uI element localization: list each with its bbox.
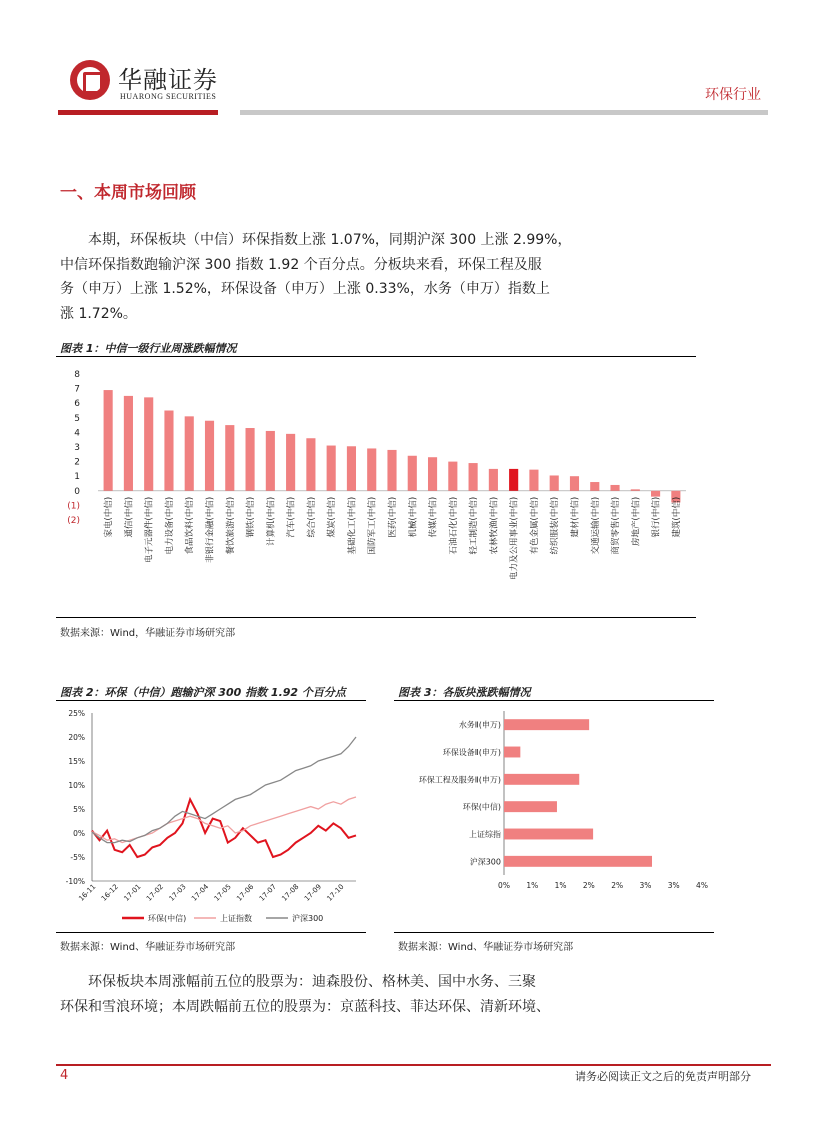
para-line: 涨 1.72%。 [60, 305, 137, 322]
figure2-top-rule [56, 700, 366, 701]
stocks-paragraph [60, 970, 580, 1019]
x-tick-label: 农林牧渔(中信) [489, 496, 500, 555]
x-tick-label: 医药(中信) [388, 496, 398, 538]
x-tick-label: 17-09 [302, 882, 324, 903]
y-tick-label: 1 [74, 472, 80, 483]
bar [246, 428, 255, 491]
bar [408, 456, 417, 491]
y-tick-label: 15% [68, 757, 85, 766]
bar [610, 485, 619, 491]
x-tick-label: 17-10 [325, 882, 346, 903]
intro-paragraph [60, 228, 580, 326]
page-number: 4 [60, 1068, 69, 1083]
brand-name-cn: 华融证券 [118, 66, 218, 94]
x-tick-label: 纺织服装(中信) [550, 496, 561, 555]
para-line: 中信环保指数跑输沪深 300 指数 1.92 个百分点。分板块来看，环保工程及服 [60, 256, 542, 273]
x-tick-label: 电子元器件(中信) [144, 496, 155, 563]
bar [387, 450, 396, 491]
bar [509, 469, 518, 491]
x-tick-label: 商贸零售(中信) [611, 496, 622, 555]
figure2-line-chart [56, 703, 366, 931]
x-tick-label: 17-03 [167, 882, 188, 903]
bar [428, 457, 437, 491]
bar [529, 470, 538, 491]
bar [550, 475, 559, 490]
bar [504, 829, 593, 840]
figure2-bottom-rule [56, 932, 366, 933]
x-tick-label: 1% [554, 881, 567, 890]
x-tick-label: 17-02 [145, 882, 166, 903]
y-tick-label: (2) [67, 516, 80, 526]
y-tick-label: 0% [73, 829, 85, 838]
x-tick-label: 传媒(中信) [428, 496, 439, 538]
x-tick-label: 通信(中信) [124, 496, 135, 538]
y-tick-label: 5 [74, 413, 80, 424]
bar [570, 476, 579, 491]
x-tick-label: 3% [639, 881, 652, 890]
bar [504, 747, 520, 758]
y-tick-label: 8 [74, 370, 80, 380]
huarong-logo-icon [70, 60, 110, 100]
x-tick-label: 食品饮料(中信) [185, 496, 196, 555]
figure1-top-rule [56, 356, 696, 357]
bar [185, 416, 194, 490]
y-tick-label: 0 [74, 486, 80, 497]
figure2-source: 数据来源：Wind、华融证券市场研究部 [60, 942, 236, 953]
brand-name-en: HUARONG SECURITIES [120, 92, 217, 101]
x-tick-label: 2% [582, 881, 595, 890]
x-tick-label: 国防军工(中信) [367, 496, 378, 555]
figure3-title: 图表 3：各版块涨跌幅情况 [398, 686, 531, 699]
x-tick-label: 17-06 [235, 882, 256, 903]
bar [367, 448, 376, 490]
x-tick-label: 16-12 [99, 882, 120, 903]
category-label: 环保设备Ⅱ(申万) [442, 748, 501, 757]
bar [327, 446, 336, 491]
x-tick-label: 非银行金融(中信) [205, 496, 216, 563]
x-tick-label: 银行(中信) [651, 496, 662, 538]
y-tick-label: -10% [65, 877, 85, 886]
figure3-bottom-rule [394, 932, 714, 933]
figure1-source: 数据来源：Wind，华融证券市场研究部 [60, 628, 236, 639]
bar [205, 421, 214, 491]
x-tick-label: 4% [696, 881, 708, 890]
category-label: 沪深300 [469, 857, 501, 867]
x-tick-label: 餐饮旅游(中信) [225, 496, 236, 555]
y-tick-label: 7 [74, 384, 80, 395]
x-tick-label: 轻工制造(中信) [469, 496, 480, 555]
x-tick-label: 17-01 [122, 882, 143, 903]
x-tick-label: 有色金属(中信) [529, 496, 540, 555]
x-tick-label: 钢铁(中信) [246, 496, 257, 538]
figure3-source: 数据来源：Wind、华融证券市场研究部 [398, 942, 574, 953]
bar [347, 446, 356, 491]
x-tick-label: 机械(中信) [408, 496, 419, 538]
bar [504, 801, 557, 812]
legend-label: 沪深300 [292, 914, 324, 923]
x-tick-label: 交通运输(中信) [590, 496, 601, 555]
bar [164, 411, 173, 491]
bar [225, 425, 234, 491]
bar [266, 431, 275, 491]
bar [448, 462, 457, 491]
y-tick-label: (1) [67, 501, 80, 512]
figure3-top-rule [394, 700, 714, 701]
x-tick-label: 17-08 [280, 882, 301, 903]
bar [286, 434, 295, 491]
x-tick-label: 16-11 [77, 882, 98, 903]
bar [104, 390, 113, 491]
para-line: 环保和雪浪环境；本周跌幅前五位的股票为：京蓝科技、菲达环保、清新环境、 [60, 998, 550, 1015]
footer-rule [56, 1064, 771, 1066]
category-label: 环保工程及服务Ⅱ(申万) [418, 775, 501, 785]
legend-label: 上证指数 [220, 914, 252, 923]
y-tick-label: 20% [68, 733, 85, 742]
category-label: 水务Ⅱ(申万) [458, 720, 501, 730]
header-bar-red [58, 110, 218, 115]
y-tick-label: 3 [74, 443, 80, 453]
x-tick-label: 1% [526, 881, 539, 890]
x-tick-label: 2% [611, 881, 624, 890]
figure1-title: 图表 1：中信一级行业周涨跌幅情况 [60, 342, 237, 355]
section-title: 一、本周市场回顾 [60, 183, 196, 203]
figure2-title: 图表 2：环保（中信）跑输沪深 300 指数 1.92 个百分点 [60, 686, 346, 699]
x-tick-label: 煤炭(中信) [327, 496, 338, 538]
x-tick-label: 基础化工(中信) [347, 496, 358, 555]
y-tick-label: 25% [68, 709, 85, 718]
x-tick-label: 综合(中信) [306, 496, 317, 538]
y-tick-label: 4 [74, 428, 80, 439]
y-tick-label: 6 [74, 399, 80, 410]
y-tick-label: -5% [70, 853, 85, 862]
footer-disclaimer: 请务必阅读正文之后的免责声明部分 [575, 1070, 751, 1083]
x-tick-label: 汽车(中信) [286, 496, 297, 538]
figure3-hbar-chart [394, 703, 714, 931]
bar [469, 463, 478, 491]
x-tick-label: 电力设备(中信) [164, 496, 175, 555]
para-line: 本期，环保板块（中信）环保指数上涨 1.07%，同期沪深 300 上涨 2.99%， [88, 232, 572, 248]
header-bar-grey [240, 110, 768, 115]
category-label: 上证综指 [469, 830, 501, 839]
y-tick-label: 10% [68, 781, 85, 790]
bar [504, 856, 652, 867]
bar [631, 489, 640, 490]
bar [306, 438, 315, 491]
para-line: 务（申万）上涨 1.52%，环保设备（申万）上涨 0.33%，水务（申万）指数上 [60, 281, 550, 297]
figure1-bottom-rule [56, 617, 696, 618]
bar [124, 396, 133, 491]
category-label: 环保(中信) [462, 802, 501, 812]
x-tick-label: 电力及公用事业(中信) [509, 496, 520, 580]
bar [144, 397, 153, 490]
x-tick-label: 17-07 [257, 882, 278, 903]
bar [504, 719, 589, 730]
bar [504, 774, 579, 785]
legend-label: 环保(中信) [148, 914, 187, 923]
y-tick-label: 2 [74, 457, 80, 468]
bar [590, 482, 599, 491]
x-tick-label: 17-04 [190, 882, 211, 903]
x-tick-label: 计算机(中信) [266, 496, 277, 546]
figure1-bar-chart [56, 360, 696, 618]
bar [489, 469, 498, 491]
x-tick-label: 建材(中信) [570, 496, 581, 538]
x-tick-label: 17-05 [212, 882, 233, 903]
x-tick-label: 建筑(中信) [671, 496, 682, 538]
x-tick-label: 房地产(中信) [631, 496, 642, 546]
series-line [92, 797, 356, 843]
x-tick-label: 0% [498, 881, 510, 890]
industry-label: 环保行业 [705, 87, 761, 103]
x-tick-label: 石油石化(中信) [448, 496, 459, 555]
y-tick-label: 5% [73, 805, 85, 814]
bar [651, 491, 660, 497]
para-line: 环保板块本周涨幅前五位的股票为：迪森股份、格林美、国中水务、三聚 [88, 974, 536, 990]
x-tick-label: 家电(中信) [104, 496, 115, 538]
x-tick-label: 3% [667, 881, 680, 890]
